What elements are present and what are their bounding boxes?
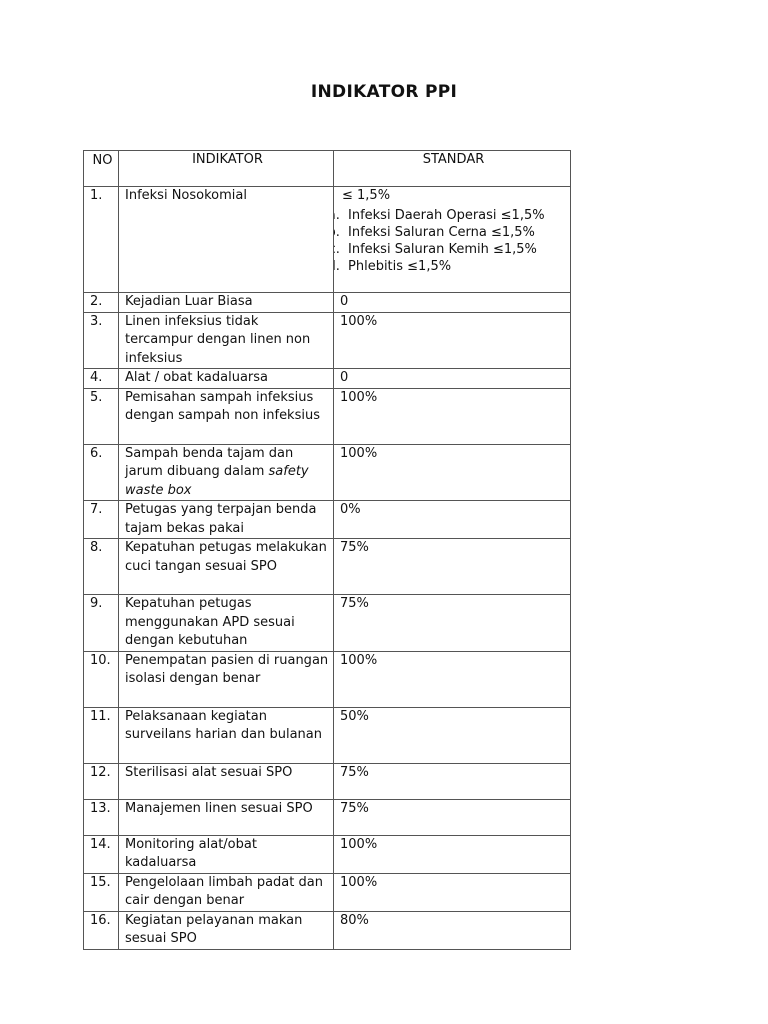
- table-row: [84, 293, 571, 313]
- header-indikator: INDIKATOR: [119, 151, 334, 187]
- table-row: [84, 369, 571, 389]
- row-standar: 0%: [334, 501, 571, 539]
- row-standar: 50%: [334, 707, 571, 763]
- header-no: NO: [84, 151, 119, 187]
- row-indikator: Sterilisasi alat sesuai SPO: [119, 763, 334, 799]
- row-number: 12.: [84, 763, 119, 799]
- row-indikator: [119, 444, 334, 501]
- row-number: 6.: [84, 444, 119, 501]
- row-number: 1.: [84, 187, 119, 293]
- row-number: 3.: [84, 312, 119, 369]
- table-row: [84, 501, 571, 539]
- row-standar: 75%: [334, 539, 571, 595]
- row-number: 14.: [84, 835, 119, 873]
- standar-sub-item: c. Infeksi Saluran Kemih ≤1,5%: [344, 241, 567, 258]
- row-indikator: Pemisahan sampah infeksius dengan sampah non infeksius: [119, 388, 334, 444]
- header-standar: STANDAR: [334, 151, 571, 187]
- row-standar: 0: [334, 369, 571, 389]
- row-standar: 75%: [334, 799, 571, 835]
- standar-sub-item: d. Phlebitis ≤1,5%: [344, 258, 567, 275]
- row-number: 4.: [84, 369, 119, 389]
- row-standar: 100%: [334, 835, 571, 873]
- table-row: [84, 763, 571, 799]
- table-row: [84, 187, 571, 293]
- table-row: [84, 651, 571, 707]
- table-row: [84, 312, 571, 369]
- row-number: 2.: [84, 293, 119, 313]
- table-row: [84, 835, 571, 873]
- row-indikator: Linen infeksius tidak tercampur dengan linen non infeksius: [119, 312, 334, 369]
- row-indikator: Manajemen linen sesuai SPO: [119, 799, 334, 835]
- row-indikator: Kepatuhan petugas menggunakan APD sesuai dengan kebutuhan: [119, 595, 334, 652]
- row-indikator-italic: safety waste box: [125, 464, 309, 498]
- row-number: 5.: [84, 388, 119, 444]
- row-indikator: Kejadian Luar Biasa: [119, 293, 334, 313]
- row-number: 9.: [84, 595, 119, 652]
- table-header-row: [84, 151, 571, 187]
- row-indikator: Petugas yang terpajan benda tajam bekas pakai: [119, 501, 334, 539]
- row-number: 10.: [84, 651, 119, 707]
- table-row: [84, 388, 571, 444]
- row-indikator: Pengelolaan limbah padat dan cair dengan benar: [119, 873, 334, 911]
- row-indikator: Monitoring alat/obat kadaluarsa: [119, 835, 334, 873]
- table-row: [84, 873, 571, 911]
- standar-sub-item: a. Infeksi Daerah Operasi ≤1,5%: [344, 207, 567, 224]
- table-row: [84, 799, 571, 835]
- table-row: [84, 911, 571, 949]
- row-number: 15.: [84, 873, 119, 911]
- row-indikator: Kepatuhan petugas melakukan cuci tangan sesuai SPO: [119, 539, 334, 595]
- row-standar: 75%: [334, 595, 571, 652]
- row-standar: 100%: [334, 873, 571, 911]
- row-indikator: Infeksi Nosokomial: [119, 187, 334, 293]
- row-standar: 100%: [334, 651, 571, 707]
- row-standar: 80%: [334, 911, 571, 949]
- row-standar: 100%: [334, 312, 571, 369]
- standar-sub-item: b. Infeksi Saluran Cerna ≤1,5%: [344, 224, 567, 241]
- row-number: 7.: [84, 501, 119, 539]
- row-standar: 100%: [334, 444, 571, 501]
- table-row: [84, 444, 571, 501]
- table-row: [84, 707, 571, 763]
- row-indikator: Kegiatan pelayanan makan sesuai SPO: [119, 911, 334, 949]
- page-title: INDIKATOR PPI: [310, 82, 458, 102]
- row-number: 8.: [84, 539, 119, 595]
- standar-sub-list: [334, 207, 568, 275]
- row-number: 13.: [84, 799, 119, 835]
- table-row: [84, 595, 571, 652]
- row-indikator: Alat / obat kadaluarsa: [119, 369, 334, 389]
- indikator-table: [83, 150, 571, 950]
- row-standar: 100%: [334, 388, 571, 444]
- row-indikator: Pelaksanaan kegiatan surveilans harian dan bulanan: [119, 707, 334, 763]
- row-standar: 0: [334, 293, 571, 313]
- row-number: 11.: [84, 707, 119, 763]
- row-indikator-text: Sampah benda tajam dan jarum dibuang dalam: [125, 445, 294, 479]
- row-standar: 75%: [334, 763, 571, 799]
- standar-main: ≤ 1,5%: [342, 188, 391, 203]
- row-standar: [334, 187, 571, 293]
- table-row: [84, 539, 571, 595]
- row-number: 16.: [84, 911, 119, 949]
- row-indikator: Penempatan pasien di ruangan isolasi dengan benar: [119, 651, 334, 707]
